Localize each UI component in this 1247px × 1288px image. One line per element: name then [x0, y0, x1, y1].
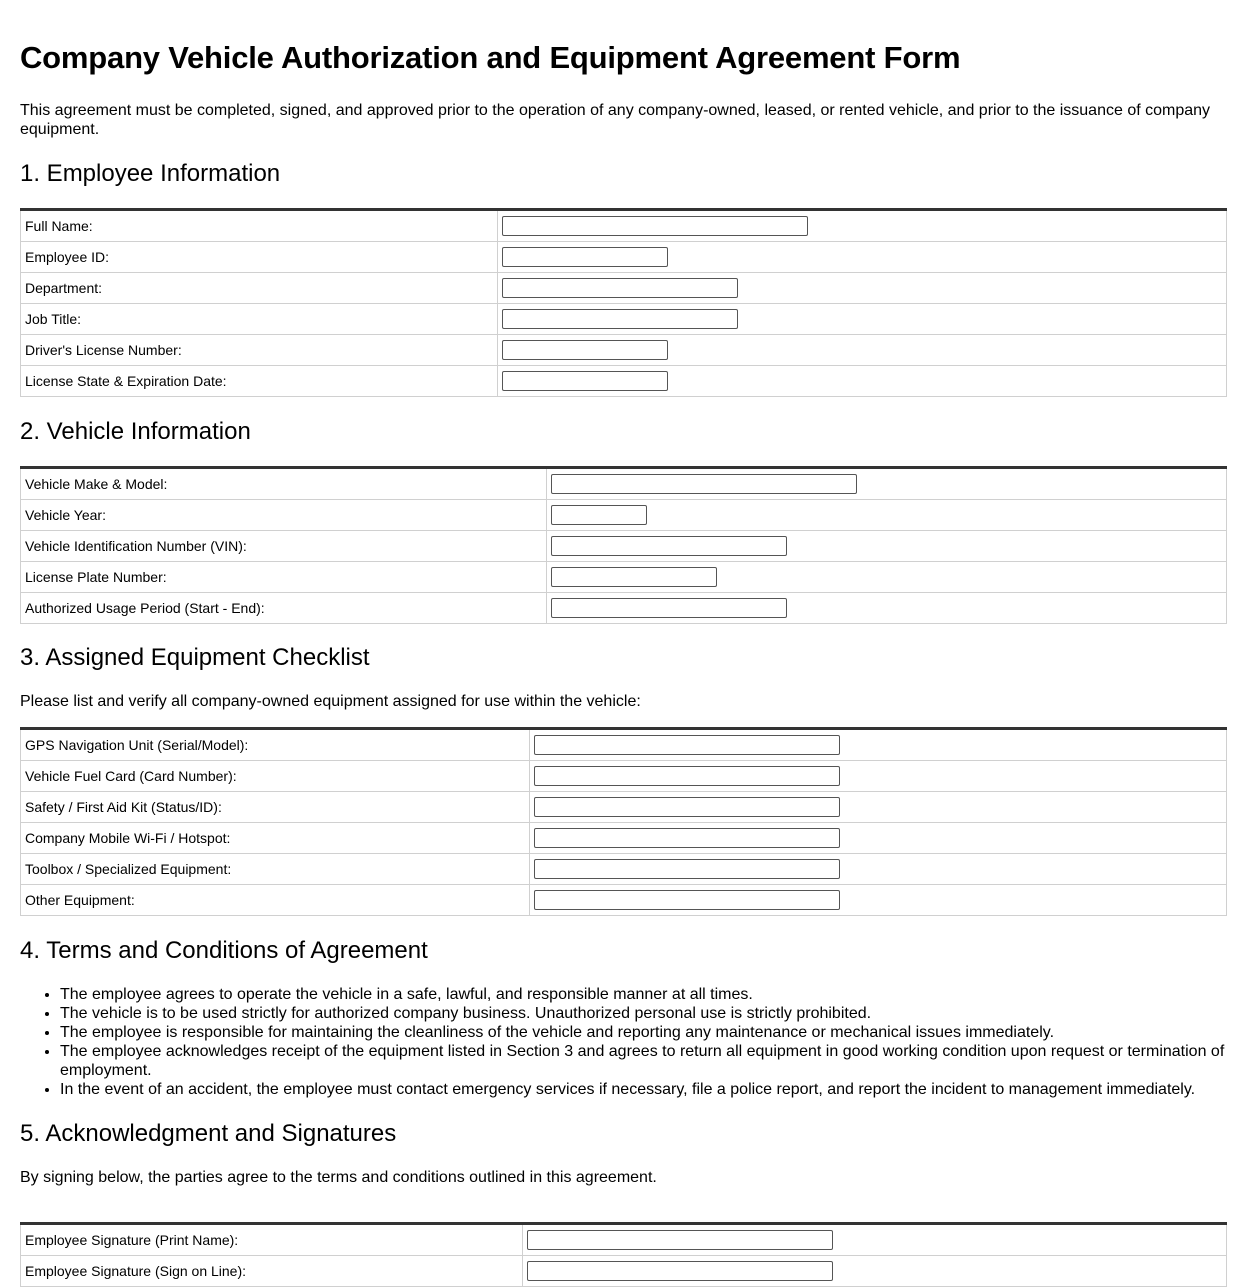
table-row — [21, 531, 1227, 562]
section-heading-employee-info: 1. Employee Information — [20, 160, 281, 187]
other-equipment-field[interactable] — [534, 890, 840, 910]
toolbox-label: Toolbox / Specialized Equipment: — [21, 854, 530, 885]
table-row — [21, 500, 1227, 531]
signatures-note: By signing below, the parties agree to the terms and conditions outlined in this agreement. — [20, 1169, 657, 1186]
vin-field[interactable] — [551, 536, 787, 556]
vehicle-year-label: Vehicle Year: — [21, 500, 547, 531]
usage-period-label: Authorized Usage Period (Start - End): — [21, 593, 547, 624]
table-row — [21, 792, 1227, 823]
vehicle-make-model-field[interactable] — [551, 474, 857, 494]
table-row — [21, 468, 1227, 500]
job-title-field[interactable] — [502, 309, 738, 329]
section-heading-equipment: 3. Assigned Equipment Checklist — [20, 644, 370, 671]
first-aid-kit-label: Safety / First Aid Kit (Status/ID): — [21, 792, 530, 823]
usage-period-field[interactable] — [551, 598, 787, 618]
license-plate-label: License Plate Number: — [21, 562, 547, 593]
license-state-expiration-field[interactable] — [502, 371, 668, 391]
table-row — [21, 823, 1227, 854]
table-row — [21, 562, 1227, 593]
section-heading-terms: 4. Terms and Conditions of Agreement — [20, 937, 428, 964]
first-aid-kit-field[interactable] — [534, 797, 840, 817]
fuel-card-label: Vehicle Fuel Card (Card Number): — [21, 761, 530, 792]
equipment-table — [20, 727, 1227, 916]
other-equipment-label: Other Equipment: — [21, 885, 530, 916]
employee-print-name-label: Employee Signature (Print Name): — [21, 1224, 523, 1256]
full-name-field[interactable] — [502, 216, 808, 236]
list-item: • The vehicle is to be used strictly for authorized company business. Unauthorized personal use is strictly prohibited. — [60, 1004, 1247, 1023]
section-heading-vehicle-info: 2. Vehicle Information — [20, 418, 251, 445]
table-row — [21, 335, 1227, 366]
list-item: • In the event of an accident, the employee must contact emergency services if necessary, file a police report, and report the incident to management immediately. — [60, 1080, 1247, 1099]
table-row — [21, 761, 1227, 792]
drivers-license-number-label: Driver's License Number: — [21, 335, 498, 366]
department-field[interactable] — [502, 278, 738, 298]
gps-unit-label: GPS Navigation Unit (Serial/Model): — [21, 729, 530, 761]
signatures-table — [20, 1222, 1227, 1287]
table-row — [21, 210, 1227, 242]
list-item: • The employee acknowledges receipt of the equipment listed in Section 3 and agrees to return all equipment in good working condition upon request or termination of employment. — [60, 1042, 1247, 1080]
intro-text: This agreement must be completed, signed, and approved prior to the operation of any company-owned, leased, or rented vehicle, and prior to the issuance of company equipment. — [20, 102, 1211, 138]
list-item: • The employee agrees to operate the vehicle in a safe, lawful, and responsible manner at all times. — [60, 985, 1247, 1004]
license-state-expiration-label: License State & Expiration Date: — [21, 366, 498, 397]
table-row — [21, 366, 1227, 397]
page-title: Company Vehicle Authorization and Equipment Agreement Form — [20, 40, 961, 75]
terms-list — [20, 985, 1247, 1099]
table-row — [21, 1256, 1227, 1287]
employee-id-field[interactable] — [502, 247, 668, 267]
table-row — [21, 593, 1227, 624]
vehicle-year-field[interactable] — [551, 505, 647, 525]
fuel-card-field[interactable] — [534, 766, 840, 786]
vin-label: Vehicle Identification Number (VIN): — [21, 531, 547, 562]
table-row — [21, 1224, 1227, 1256]
vehicle-make-model-label: Vehicle Make & Model: — [21, 468, 547, 500]
employee-info-table — [20, 208, 1227, 397]
table-row — [21, 304, 1227, 335]
gps-unit-field[interactable] — [534, 735, 840, 755]
table-row — [21, 273, 1227, 304]
list-item: • The employee is responsible for maintaining the cleanliness of the vehicle and reporting any maintenance or mechanical issues immediately. — [60, 1023, 1247, 1042]
employee-id-label: Employee ID: — [21, 242, 498, 273]
hotspot-label: Company Mobile Wi-Fi / Hotspot: — [21, 823, 530, 854]
job-title-label: Job Title: — [21, 304, 498, 335]
table-row — [21, 729, 1227, 761]
equipment-note: Please list and verify all company-owned equipment assigned for use within the vehicle: — [20, 693, 641, 710]
hotspot-field[interactable] — [534, 828, 840, 848]
full-name-label: Full Name: — [21, 210, 498, 242]
license-plate-field[interactable] — [551, 567, 717, 587]
drivers-license-number-field[interactable] — [502, 340, 668, 360]
vehicle-info-table — [20, 466, 1227, 624]
table-row — [21, 242, 1227, 273]
toolbox-field[interactable] — [534, 859, 840, 879]
table-row — [21, 885, 1227, 916]
table-row — [21, 854, 1227, 885]
employee-print-name-field[interactable] — [527, 1230, 833, 1250]
employee-signature-label: Employee Signature (Sign on Line): — [21, 1256, 523, 1287]
section-heading-signatures: 5. Acknowledgment and Signatures — [20, 1120, 397, 1147]
employee-signature-field[interactable] — [527, 1261, 833, 1281]
department-label: Department: — [21, 273, 498, 304]
